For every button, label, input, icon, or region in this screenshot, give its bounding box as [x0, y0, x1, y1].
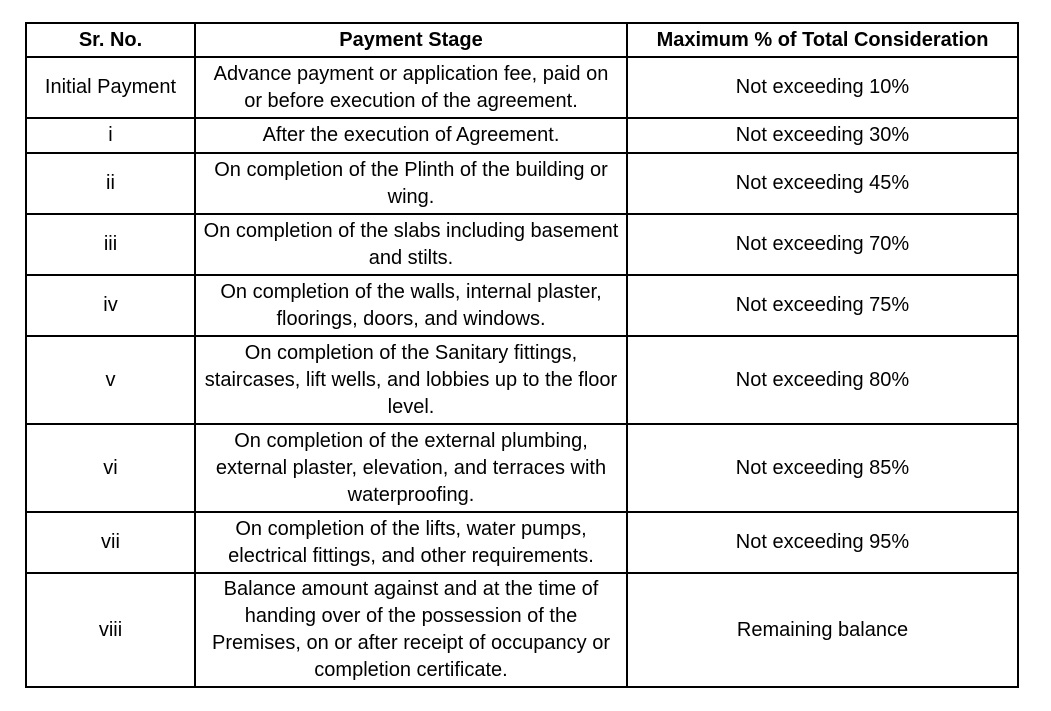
cell-payment-stage: After the execution of Agreement.: [195, 118, 627, 153]
table-header-row: [26, 23, 1018, 57]
cell-payment-stage: Balance amount against and at the time of handing over of the possession of the Premises, on or after receipt of occupancy or completion certificate.: [195, 573, 627, 687]
cell-payment-stage: On completion of the walls, internal plaster, floorings, doors, and windows.: [195, 275, 627, 336]
table-row: [26, 118, 1018, 153]
table-row: [26, 573, 1018, 687]
cell-payment-stage: On completion of the slabs including basement and stilts.: [195, 214, 627, 275]
header-payment-stage: Payment Stage: [195, 23, 627, 57]
cell-max-percent: Not exceeding 30%: [627, 118, 1018, 153]
cell-sr-no: viii: [26, 573, 195, 687]
cell-max-percent: Not exceeding 10%: [627, 57, 1018, 118]
cell-max-percent: Not exceeding 75%: [627, 275, 1018, 336]
cell-max-percent: Not exceeding 85%: [627, 424, 1018, 512]
header-max-percent: Maximum % of Total Consideration: [627, 23, 1018, 57]
table-row: [26, 153, 1018, 214]
cell-sr-no: vi: [26, 424, 195, 512]
table-row: [26, 275, 1018, 336]
cell-max-percent: Remaining balance: [627, 573, 1018, 687]
cell-max-percent: Not exceeding 80%: [627, 336, 1018, 424]
cell-sr-no: ii: [26, 153, 195, 214]
cell-sr-no: iii: [26, 214, 195, 275]
cell-payment-stage: On completion of the lifts, water pumps, electrical fittings, and other requirements.: [195, 512, 627, 573]
table-row: [26, 336, 1018, 424]
cell-sr-no: v: [26, 336, 195, 424]
cell-sr-no: iv: [26, 275, 195, 336]
cell-max-percent: Not exceeding 45%: [627, 153, 1018, 214]
cell-max-percent: Not exceeding 70%: [627, 214, 1018, 275]
cell-sr-no: vii: [26, 512, 195, 573]
payment-schedule-table: [25, 22, 1019, 688]
cell-max-percent: Not exceeding 95%: [627, 512, 1018, 573]
table-row: [26, 424, 1018, 512]
table-row: [26, 214, 1018, 275]
header-sr-no: Sr. No.: [26, 23, 195, 57]
cell-payment-stage: Advance payment or application fee, paid on or before execution of the agreement.: [195, 57, 627, 118]
cell-sr-no: i: [26, 118, 195, 153]
cell-payment-stage: On completion of the external plumbing, external plaster, elevation, and terraces with waterproofing.: [195, 424, 627, 512]
cell-sr-no: Initial Payment: [26, 57, 195, 118]
table-row: [26, 512, 1018, 573]
cell-payment-stage: On completion of the Plinth of the building or wing.: [195, 153, 627, 214]
cell-payment-stage: On completion of the Sanitary fittings, staircases, lift wells, and lobbies up to the floor level.: [195, 336, 627, 424]
table-row: [26, 57, 1018, 118]
